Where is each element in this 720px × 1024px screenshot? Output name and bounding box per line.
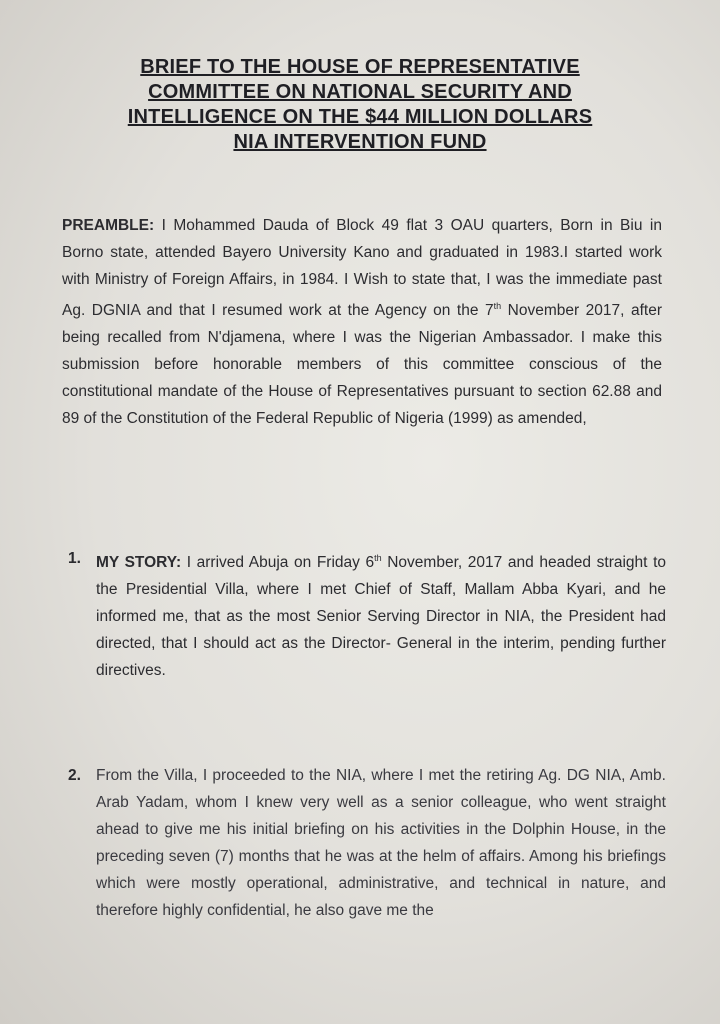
item1-text-part1: I arrived Abuja on Friday 6 bbox=[181, 554, 375, 572]
title-line-4: NIA INTERVENTION FUND bbox=[233, 131, 487, 153]
list-item-text: From the Villa, I proceeded to the NIA, where I met the retiring Ag. DG NIA, Amb. Arab Yadam, whom I knew very well as a senior colleague, who went straight ahead to give me his initial briefing on his activities in the Dolphin House, in the preceding seven (7) months that he was at the helm of affairs. Among his briefings which were mostly operational, administrative, and technical in nature, and therefore highly confidential, he also gave me the bbox=[96, 767, 666, 919]
preamble-label: PREAMBLE: bbox=[62, 217, 155, 234]
preamble-paragraph bbox=[62, 212, 662, 432]
title-line-3: INTELLIGENCE ON THE $44 MILLION DOLLARS bbox=[127, 106, 593, 128]
list-item-text bbox=[96, 545, 666, 684]
my-story-label: MY STORY: bbox=[96, 554, 182, 572]
preamble-superscript: th bbox=[493, 301, 502, 311]
preamble-text-part2: November 2017, after being recalled from N'djamena, where I was the Nigerian Ambassador. I make this submission before honorable members of this committee conscious of the constitutional mandate of the House of Representatives pursuant to section 62.88 and 89 of the Constitution of the Federal Republic of Nigeria (1999) as amended, bbox=[62, 302, 662, 428]
preamble-text-part1: I Mohammed Dauda of Block 49 flat 3 OAU quarters, Born in Biu in Borno state, attended Bayero University Kano and graduated in 1983.I started work with Ministry of Foreign Affairs, in 1984. I Wish to state that, I was the immediate past Ag. DGNIA and that I resumed work at the Agency on the 7 bbox=[62, 217, 662, 320]
document-title bbox=[40, 55, 680, 155]
item1-text-part2: November, 2017 and headed straight to the Presidential Villa, where I met Chief of Staff, Mallam Abba Kyari, and he informed me, that as the most Senior Serving Director in NIA, the President had directed, that I should act as the Director- General in the interim, pending further directives. bbox=[96, 554, 667, 680]
list-item-number: 2. bbox=[68, 767, 81, 784]
title-line-2: COMMITTEE ON NATIONAL SECURITY AND bbox=[148, 81, 572, 103]
item1-superscript: th bbox=[374, 553, 382, 563]
list-item-number: 1. bbox=[68, 550, 81, 567]
title-line-1: BRIEF TO THE HOUSE OF REPRESENTATIVE bbox=[140, 56, 580, 78]
